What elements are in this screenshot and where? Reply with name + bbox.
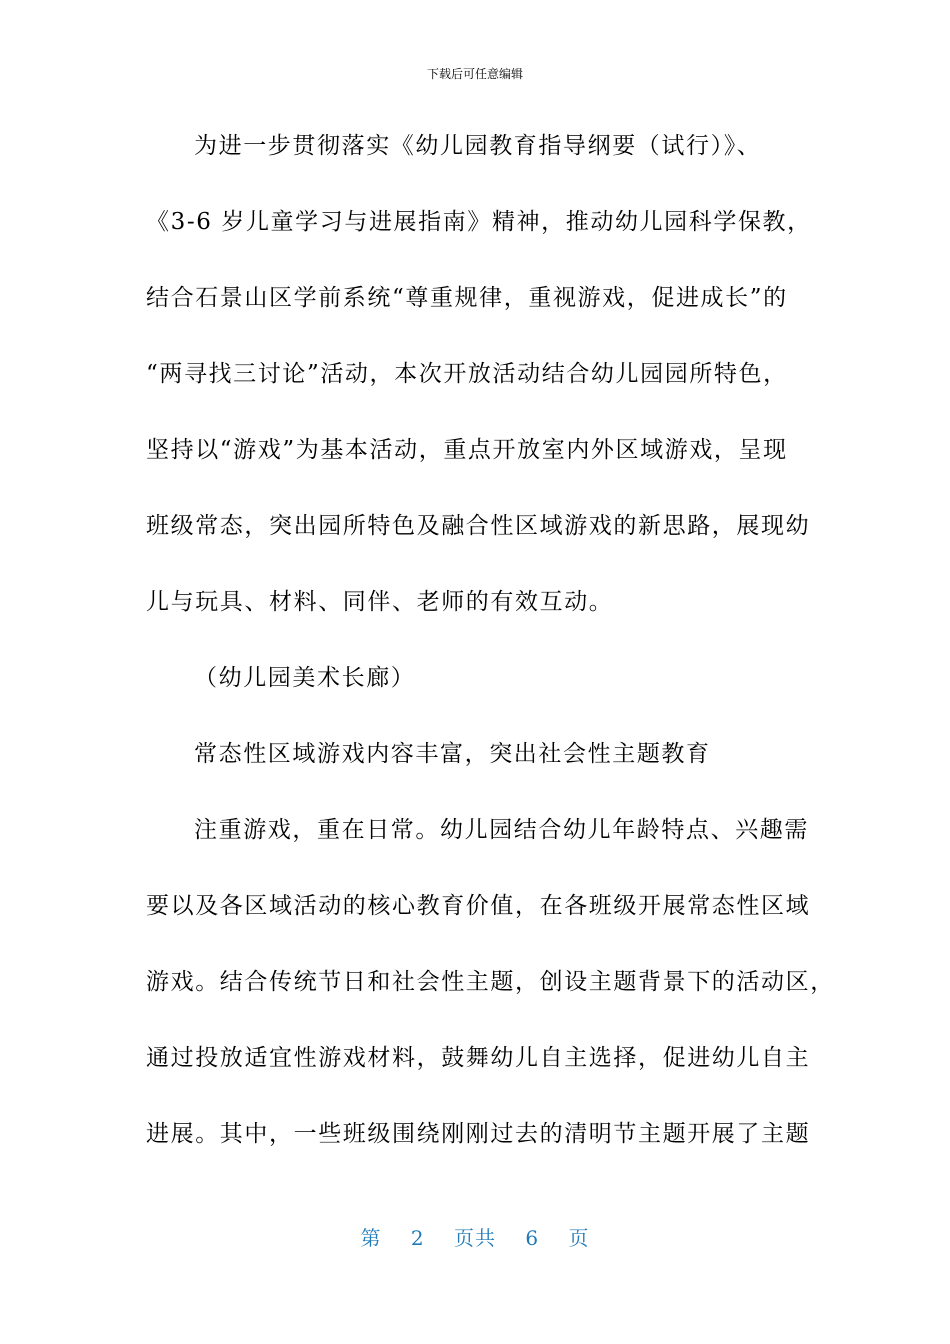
footer-suffix: 页: [568, 1226, 590, 1250]
paragraph-line: 要以及各区域活动的核心教育价值，在各班级开展常态性区域: [146, 893, 811, 919]
document-body: [146, 124, 835, 1188]
image-caption: （幼儿园美术长廊）: [194, 665, 416, 691]
paragraph-line: 《3-6 岁儿童学习与进展指南》精神，推动幼儿园科学保教，: [146, 209, 812, 235]
paragraph-line: 游戏。结合传统节日和社会性主题，创设主题背景下的活动区，: [146, 969, 835, 995]
paragraph-line: 班级常态，突出园所特色及融合性区域游戏的新思路，展现幼: [146, 513, 811, 539]
paragraph-line: 注重游戏，重在日常。幼儿园结合幼儿年龄特点、兴趣需: [194, 817, 809, 843]
footer-middle: 页共: [454, 1226, 496, 1250]
paragraph-line: 结合石景山区学前系统“尊重规律，重视游戏，促进成长”的: [146, 285, 788, 311]
paragraph-line: 为进一步贯彻落实《幼儿园教育指导纲要（试行）》、: [194, 133, 762, 159]
paragraph-line: 坚持以“游戏”为基本活动，重点开放室内外区域游戏，呈现: [146, 437, 788, 463]
page-number-footer: [0, 1224, 950, 1252]
footer-prefix: 第: [360, 1226, 382, 1250]
section-heading: 常态性区域游戏内容丰富，突出社会性主题教育: [194, 741, 711, 767]
paragraph-line: 通过投放适宜性游戏材料，鼓舞幼儿自主选择，促进幼儿自主: [146, 1045, 811, 1071]
current-page-number: 2: [410, 1226, 425, 1250]
page-header-note: 下载后可任意编辑: [426, 67, 523, 81]
paragraph-line: “两寻找三讨论”活动，本次开放活动结合幼儿园园所特色，: [146, 361, 788, 387]
paragraph-line: 儿与玩具、材料、同伴、老师的有效互动。: [146, 589, 614, 615]
paragraph-line: 进展。其中，一些班级围绕刚刚过去的清明节主题开展了主题: [146, 1121, 811, 1147]
total-pages-number: 6: [525, 1226, 540, 1250]
